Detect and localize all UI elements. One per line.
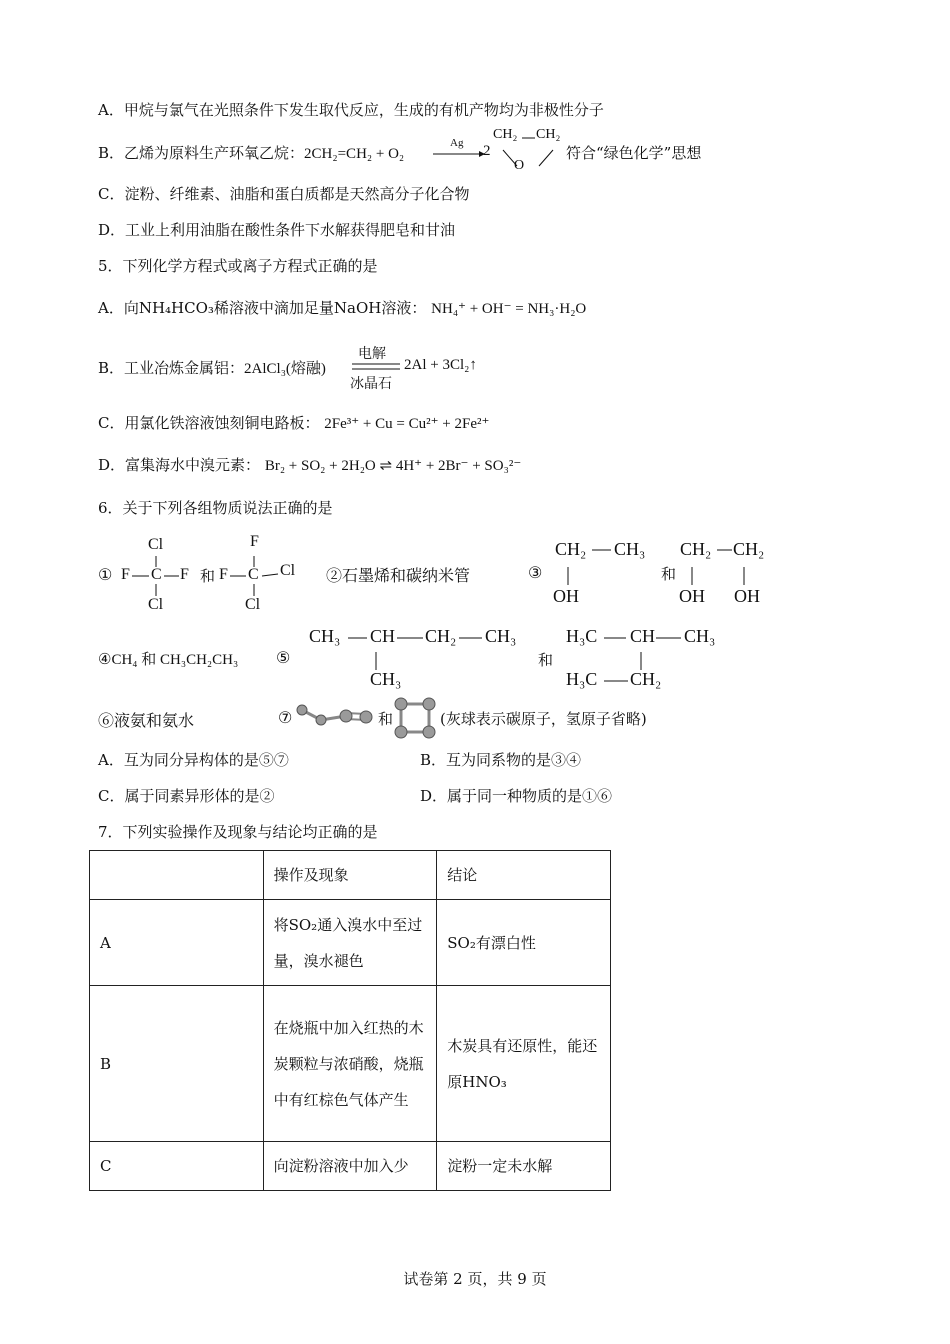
- group1-number: ①: [98, 565, 113, 584]
- atom-cl: Cl: [245, 596, 261, 613]
- bonds-cfcl3-icon: [120, 552, 190, 602]
- q5-b-text: B．工业冶炼金属铝：: [98, 359, 245, 377]
- bonds-isopentane1-icon: [309, 630, 499, 675]
- group-ch2: CH₂: [425, 626, 457, 646]
- q5-b-left: 2AlCl₃(熔融): [244, 361, 326, 377]
- table-row: [90, 986, 611, 1142]
- group-ch2: CH₂: [555, 539, 587, 559]
- atom-c: C: [151, 566, 162, 583]
- q6-option-c: C．属于同素异形体的是②: [98, 787, 275, 805]
- group5-and: 和: [538, 651, 554, 669]
- row-label: C: [90, 1142, 264, 1191]
- group-ch: CH: [370, 626, 396, 646]
- group3-number: ③: [528, 563, 543, 582]
- q6-option-a: A．互为同分异构体的是⑤⑦: [98, 751, 289, 769]
- group-ch3: CH₃: [614, 539, 646, 559]
- atom-f: F: [180, 566, 189, 583]
- q5-d-equation: Br₂ + SO₂ + 2H₂O ⇌ 4H⁺ + 2Br⁻ + SO₃²⁻: [264, 458, 522, 474]
- q5-a-equation: NH₄⁺ + OH⁻ = NH₃·H₂O: [431, 301, 587, 317]
- group-oh: OH: [553, 586, 579, 606]
- q4-b-equation-left: 2CH₂=CH₂ + O₂: [304, 146, 405, 162]
- group1-and: 和: [200, 567, 216, 585]
- atom-f: F: [219, 566, 228, 583]
- q5-c-text: C．用氯化铁溶液蚀刻铜电路板：: [98, 414, 320, 432]
- atom-f: F: [121, 566, 130, 583]
- q4-option-d: D．工业上利用油脂在酸性条件下水解获得肥皂和甘油: [98, 221, 456, 239]
- q6-option-d: D．属于同一种物质的是①⑥: [420, 787, 613, 805]
- group4-methane-propane: ④CH₄ 和 CH₃CH₂CH₃: [98, 652, 239, 668]
- q5-option-b: [98, 357, 326, 380]
- group7-and: 和: [378, 710, 394, 728]
- q5-a-text: A．向NH₄HCO₃稀溶液中滴加足量NaOH溶液：: [98, 299, 427, 317]
- group-h3c: H₃C: [566, 669, 598, 689]
- group-oh: OH: [734, 586, 760, 606]
- bonds-cf2cl2-icon: [218, 552, 288, 602]
- group5-number: ⑤: [276, 648, 291, 667]
- page-footer: 试卷第 2 页，共 9 页: [403, 1270, 547, 1288]
- atom-cl: Cl: [148, 536, 164, 553]
- operation-cell: 向淀粉溶液中加入少: [263, 1142, 437, 1191]
- group-ch2: CH₂: [733, 539, 765, 559]
- q4-b-suffix: 符合“绿色化学”思想: [566, 144, 702, 162]
- conclusion-cell: 木炭具有还原性，能还原HNO₃: [437, 986, 611, 1142]
- group-ch: CH: [630, 626, 656, 646]
- epoxide-oxygen: O: [514, 158, 525, 173]
- group-ch3: CH₃: [485, 626, 517, 646]
- epoxide-ring-icon: [495, 128, 570, 178]
- q5-option-d: [98, 454, 521, 477]
- atom-cl: Cl: [280, 562, 296, 579]
- epoxide-ch2-right: CH₂: [536, 127, 561, 142]
- q4-b-catalyst: Ag: [450, 137, 464, 149]
- header-cell: 结论: [437, 851, 611, 900]
- equal-sign-icon: [350, 362, 402, 372]
- conclusion-cell: 淀粉一定未水解: [437, 1142, 611, 1191]
- conclusion-cell: SO₂有漂白性: [437, 900, 611, 986]
- group-ch2: CH₂: [680, 539, 712, 559]
- q4-option-b: [98, 142, 404, 165]
- butene-ball-model-icon: [296, 700, 380, 734]
- group-ch3: CH₃: [370, 669, 402, 689]
- experiment-table: [89, 850, 611, 1191]
- epoxide-ch2-left: CH₂: [493, 127, 518, 142]
- bonds-ethanol-icon: [555, 545, 625, 590]
- table-row: [90, 900, 611, 986]
- group3-and: 和: [661, 565, 677, 583]
- group-ch2: CH₂: [630, 669, 662, 689]
- bonds-isopentane2-icon: [566, 630, 696, 685]
- atom-c: C: [248, 566, 259, 583]
- q5-option-a: [98, 297, 586, 320]
- table-row: [90, 1142, 611, 1191]
- q5-d-text: D．富集海水中溴元素：: [98, 456, 261, 474]
- q6-option-b: B．互为同系物的是③④: [420, 751, 582, 769]
- atom-f: F: [250, 533, 259, 550]
- row-label: A: [90, 900, 264, 986]
- cyclobutane-ball-model-icon: [393, 696, 439, 740]
- group6-ammonia: ⑥液氨和氨水: [98, 711, 195, 730]
- operation-cell: 将SO₂通入溴水中至过量，溴水褪色: [263, 900, 437, 986]
- group7-number: ⑦: [278, 708, 293, 727]
- row-label: B: [90, 986, 264, 1142]
- group-oh: OH: [679, 586, 705, 606]
- bonds-glycol-icon: [680, 545, 760, 590]
- q4-b-prefix: B．乙烯为原料生产环氧乙烷：: [98, 144, 305, 162]
- q4-option-c: C．淀粉、纤维素、油脂和蛋白质都是天然高分子化合物: [98, 185, 470, 203]
- group7-note: (灰球表示碳原子，氢原子省略): [440, 710, 647, 728]
- operation-cell: 在烧瓶中加入红热的木炭颗粒与浓硝酸，烧瓶中有红棕色气体产生: [263, 986, 437, 1142]
- q5-b-cond-top: 电解: [358, 346, 386, 362]
- group-ch3: CH₃: [684, 626, 716, 646]
- table-header-row: [90, 851, 611, 900]
- q6-title: 6．关于下列各组物质说法正确的是: [98, 499, 333, 517]
- q4-option-a: A．甲烷与氯气在光照条件下发生取代反应，生成的有机产物均为非极性分子: [98, 101, 604, 119]
- q5-title: 5．下列化学方程式或离子方程式正确的是: [98, 257, 378, 275]
- group-h3c: H₃C: [566, 626, 598, 646]
- header-cell: 操作及现象: [263, 851, 437, 900]
- q5-option-c: [98, 412, 489, 435]
- q5-c-equation: 2Fe³⁺ + Cu = Cu²⁺ + 2Fe²⁺: [324, 416, 490, 432]
- group2-graphene-nanotube: ②石墨烯和碳纳米管: [326, 566, 471, 585]
- q5-b-cond-bottom: 冰晶石: [350, 376, 392, 392]
- q5-b-right: 2Al + 3Cl₂↑: [404, 357, 477, 373]
- group-ch3: CH₃: [309, 626, 341, 646]
- atom-cl: Cl: [148, 596, 164, 613]
- q4-b-coefficient: 2: [483, 143, 491, 159]
- q7-title: 7．下列实验操作及现象与结论均正确的是: [98, 823, 378, 841]
- header-cell: [90, 851, 264, 900]
